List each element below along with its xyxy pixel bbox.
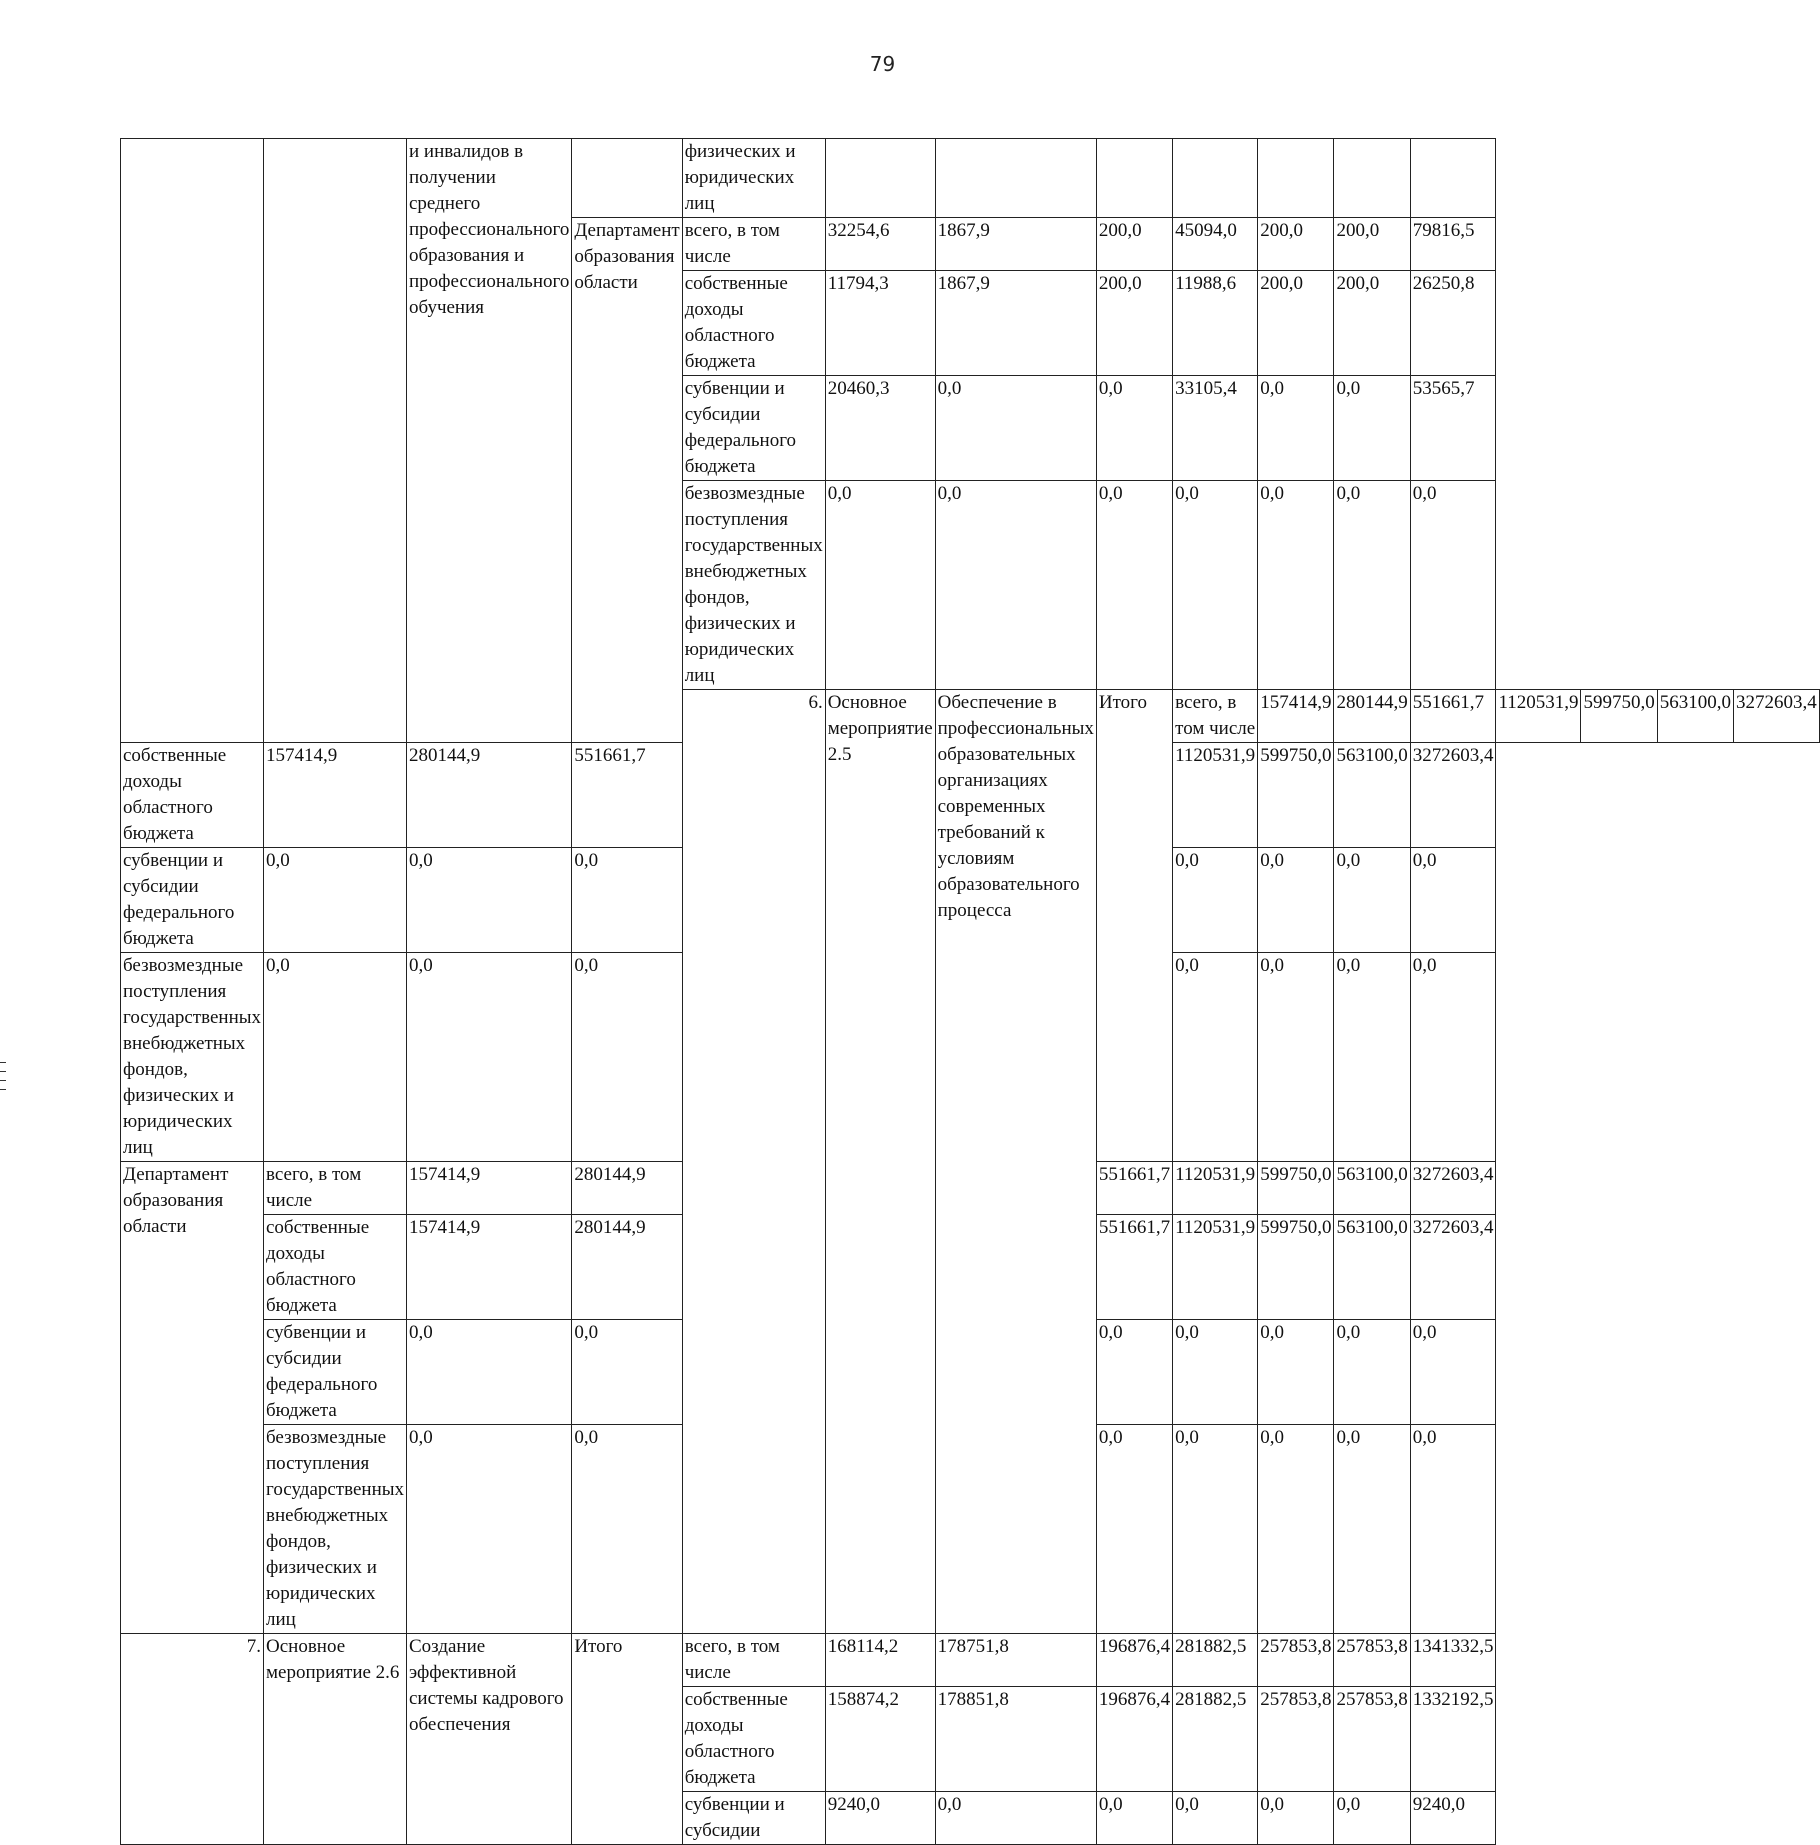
item-number-cell: [121, 139, 264, 743]
value-cell: 0,0: [1258, 481, 1334, 690]
measure-description-cell: Создание эффективной системы кадрового обеспечения: [407, 1634, 572, 1845]
value-cell: 599750,0: [1581, 690, 1657, 743]
funding-source-cell: субвенции и субсидии федерального бюджета: [121, 848, 264, 953]
value-cell: [1173, 139, 1258, 218]
value-cell: 1332192,5: [1410, 1687, 1496, 1792]
value-cell: 0,0: [1096, 1792, 1172, 1845]
value-cell: 33105,4: [1173, 376, 1258, 481]
value-cell: 0,0: [1173, 953, 1258, 1162]
item-number-cell: 7.: [121, 1634, 264, 1845]
value-cell: 157414,9: [407, 1162, 572, 1215]
value-cell: 0,0: [1258, 1425, 1334, 1634]
value-cell: 0,0: [572, 848, 682, 953]
value-cell: 0,0: [407, 1320, 572, 1425]
value-cell: 551661,7: [1096, 1215, 1172, 1320]
value-cell: 0,0: [1258, 1792, 1334, 1845]
value-cell: 0,0: [572, 1425, 682, 1634]
value-cell: 1120531,9: [1496, 690, 1581, 743]
value-cell: 157414,9: [407, 1215, 572, 1320]
value-cell: [1410, 139, 1496, 218]
value-cell: [935, 139, 1096, 218]
value-cell: 257853,8: [1334, 1634, 1410, 1687]
value-cell: 196876,4: [1096, 1634, 1172, 1687]
value-cell: 563100,0: [1657, 690, 1733, 743]
funding-source-cell: всего, в том числе: [682, 218, 825, 271]
value-cell: 0,0: [1334, 1425, 1410, 1634]
funding-source-cell: субвенции и субсидии федерального бюджета: [264, 1320, 407, 1425]
table-row: [121, 1634, 1820, 1687]
value-cell: 200,0: [1096, 271, 1172, 376]
value-cell: 257853,8: [1258, 1634, 1334, 1687]
value-cell: 0,0: [1173, 1320, 1258, 1425]
value-cell: 20460,3: [825, 376, 935, 481]
value-cell: 0,0: [1096, 376, 1172, 481]
value-cell: 200,0: [1258, 271, 1334, 376]
value-cell: 563100,0: [1334, 1162, 1410, 1215]
funding-source-cell: субвенции и субсидии: [682, 1792, 825, 1845]
value-cell: 157414,9: [1258, 690, 1334, 743]
value-cell: 158874,2: [825, 1687, 935, 1792]
scan-edge-marks: [0, 1062, 6, 1098]
value-cell: 1867,9: [935, 271, 1096, 376]
value-cell: 599750,0: [1258, 1162, 1334, 1215]
value-cell: 0,0: [1334, 1320, 1410, 1425]
value-cell: 280144,9: [1334, 690, 1410, 743]
value-cell: 0,0: [407, 848, 572, 953]
value-cell: 257853,8: [1258, 1687, 1334, 1792]
value-cell: 257853,8: [1334, 1687, 1410, 1792]
value-cell: 0,0: [264, 848, 407, 953]
value-cell: 3272603,4: [1410, 1162, 1496, 1215]
value-cell: 3272603,4: [1410, 1215, 1496, 1320]
value-cell: 599750,0: [1258, 1215, 1334, 1320]
value-cell: 0,0: [572, 1320, 682, 1425]
value-cell: 157414,9: [264, 743, 407, 848]
value-cell: [1258, 139, 1334, 218]
value-cell: 0,0: [1334, 848, 1410, 953]
item-name-cell: Основное мероприятие 2.5: [825, 690, 935, 1634]
value-cell: 32254,6: [825, 218, 935, 271]
funding-source-cell: собственные доходы областного бюджета: [264, 1215, 407, 1320]
funding-source-cell: собственные доходы областного бюджета: [682, 1687, 825, 1792]
executor-cell: Итого: [572, 1634, 682, 1845]
value-cell: 551661,7: [1096, 1162, 1172, 1215]
value-cell: 178751,8: [935, 1634, 1096, 1687]
value-cell: 3272603,4: [1733, 690, 1819, 743]
value-cell: 0,0: [935, 481, 1096, 690]
value-cell: 26250,8: [1410, 271, 1496, 376]
financing-table: [120, 138, 1820, 1845]
value-cell: 281882,5: [1173, 1687, 1258, 1792]
measure-description-cell: Обеспечение в профессиональных образовательных организациях современных требований к условиям образовательного процесса: [935, 690, 1096, 1634]
value-cell: 563100,0: [1334, 743, 1410, 848]
value-cell: 0,0: [1410, 953, 1496, 1162]
value-cell: 1120531,9: [1173, 1215, 1258, 1320]
funding-source-cell: собственные доходы областного бюджета: [121, 743, 264, 848]
value-cell: 1341332,5: [1410, 1634, 1496, 1687]
value-cell: 79816,5: [1410, 218, 1496, 271]
value-cell: 0,0: [1334, 1792, 1410, 1845]
value-cell: 0,0: [1258, 953, 1334, 1162]
value-cell: 280144,9: [572, 1215, 682, 1320]
value-cell: 0,0: [1334, 953, 1410, 1162]
value-cell: 0,0: [1173, 848, 1258, 953]
value-cell: 0,0: [1410, 1320, 1496, 1425]
value-cell: 599750,0: [1258, 743, 1334, 848]
value-cell: 551661,7: [1410, 690, 1496, 743]
value-cell: 0,0: [1334, 376, 1410, 481]
funding-source-cell: физических и юридических лиц: [682, 139, 825, 218]
table-body: [121, 139, 1820, 1845]
funding-source-cell: субвенции и субсидии федерального бюджета: [682, 376, 825, 481]
value-cell: 11794,3: [825, 271, 935, 376]
value-cell: 0,0: [1173, 1425, 1258, 1634]
value-cell: 200,0: [1334, 218, 1410, 271]
value-cell: 9240,0: [1410, 1792, 1496, 1845]
value-cell: 281882,5: [1173, 1634, 1258, 1687]
value-cell: 0,0: [1096, 1425, 1172, 1634]
funding-source-cell: собственные доходы областного бюджета: [682, 271, 825, 376]
value-cell: 53565,7: [1410, 376, 1496, 481]
value-cell: 200,0: [1096, 218, 1172, 271]
item-name-cell: Основное мероприятие 2.6: [264, 1634, 407, 1845]
value-cell: 551661,7: [572, 743, 682, 848]
measure-description-cell: и инвалидов в получении среднего профессионального образования и профессионального обучения: [407, 139, 572, 743]
value-cell: 200,0: [1334, 271, 1410, 376]
value-cell: 0,0: [1258, 848, 1334, 953]
value-cell: 9240,0: [825, 1792, 935, 1845]
value-cell: 3272603,4: [1410, 743, 1496, 848]
value-cell: 200,0: [1258, 218, 1334, 271]
value-cell: 1120531,9: [1173, 743, 1258, 848]
value-cell: 11988,6: [1173, 271, 1258, 376]
funding-source-cell: всего, в том числе: [264, 1162, 407, 1215]
value-cell: 0,0: [407, 1425, 572, 1634]
value-cell: 0,0: [1334, 481, 1410, 690]
funding-source-cell: всего, в том числе: [1173, 690, 1258, 743]
value-cell: 0,0: [935, 376, 1096, 481]
value-cell: 0,0: [1258, 376, 1334, 481]
funding-source-cell: всего, в том числе: [682, 1634, 825, 1687]
value-cell: 0,0: [407, 953, 572, 1162]
value-cell: 0,0: [825, 481, 935, 690]
funding-source-cell: безвозмездные поступления государственных внебюджетных фондов, физических и юридических лиц: [121, 953, 264, 1162]
executor-cell: Департамент образования области: [572, 218, 682, 743]
table-row: [121, 139, 1820, 218]
value-cell: 0,0: [1173, 481, 1258, 690]
item-number-cell: 6.: [682, 690, 825, 1634]
value-cell: 45094,0: [1173, 218, 1258, 271]
value-cell: 1867,9: [935, 218, 1096, 271]
value-cell: 0,0: [935, 1792, 1096, 1845]
value-cell: 280144,9: [572, 1162, 682, 1215]
page-number: 79: [869, 52, 896, 76]
executor-cell: Итого: [1096, 690, 1172, 1162]
value-cell: [1096, 139, 1172, 218]
value-cell: 0,0: [1410, 1425, 1496, 1634]
executor-cell: [572, 139, 682, 218]
value-cell: 0,0: [1096, 481, 1172, 690]
value-cell: 0,0: [1258, 1320, 1334, 1425]
value-cell: 196876,4: [1096, 1687, 1172, 1792]
value-cell: 0,0: [572, 953, 682, 1162]
funding-source-cell: безвозмездные поступления государственных внебюджетных фондов, физических и юридических лиц: [682, 481, 825, 690]
value-cell: 0,0: [264, 953, 407, 1162]
value-cell: 178851,8: [935, 1687, 1096, 1792]
value-cell: 0,0: [1096, 1320, 1172, 1425]
executor-cell: Департамент образования области: [121, 1162, 264, 1634]
value-cell: 0,0: [1410, 481, 1496, 690]
value-cell: 280144,9: [407, 743, 572, 848]
value-cell: 0,0: [1173, 1792, 1258, 1845]
funding-source-cell: безвозмездные поступления государственных внебюджетных фондов, физических и юридических лиц: [264, 1425, 407, 1634]
value-cell: 0,0: [1410, 848, 1496, 953]
value-cell: [825, 139, 935, 218]
value-cell: 168114,2: [825, 1634, 935, 1687]
value-cell: [1334, 139, 1410, 218]
item-name-cell: [264, 139, 407, 743]
value-cell: 1120531,9: [1173, 1162, 1258, 1215]
value-cell: 563100,0: [1334, 1215, 1410, 1320]
